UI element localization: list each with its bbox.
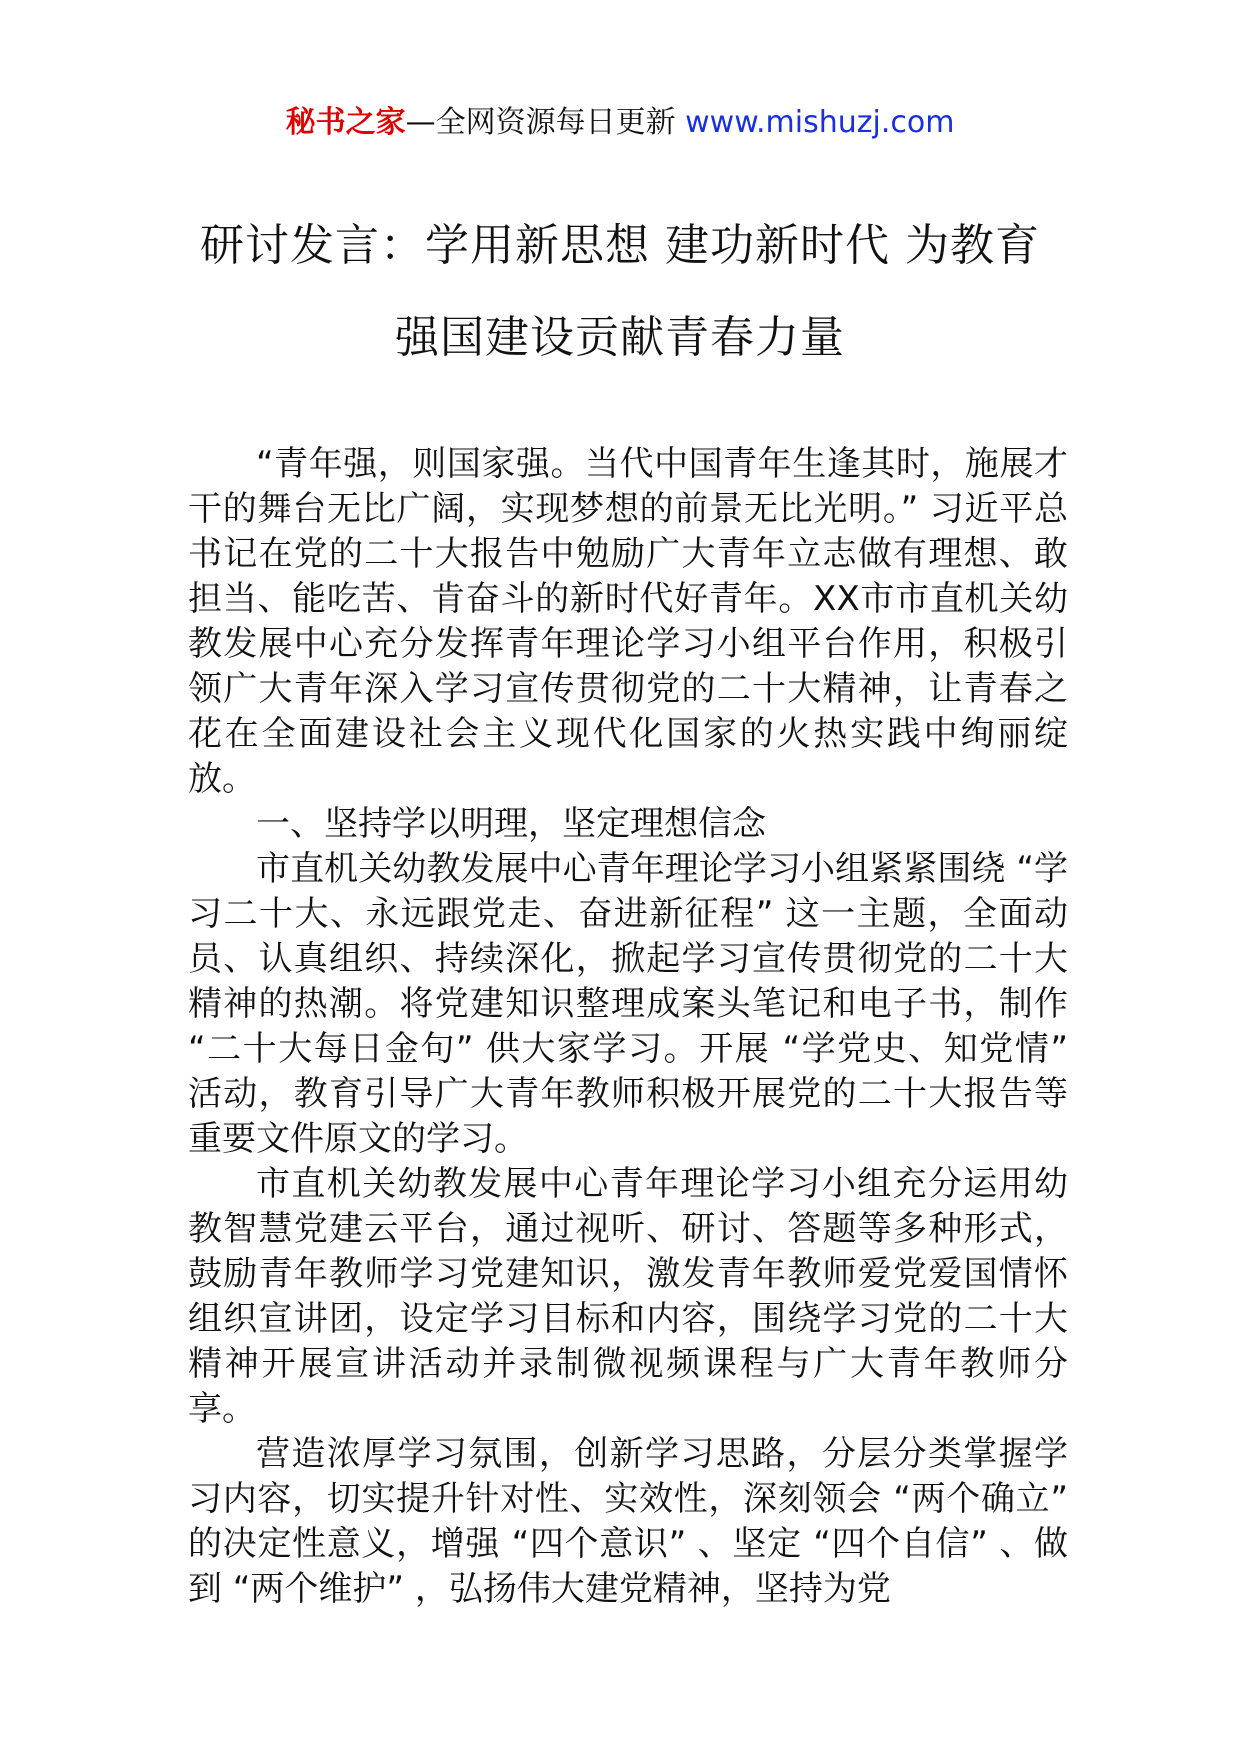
paragraph: 营造浓厚学习氛围，创新学习思路，分层分类掌握学习内容，切实提升针对性、实效性，深刻领会 “两个确立” 的决定性意义，增强 “四个意识” 、坚定 “四个自信” 、做到 “两个维护” ，弘扬伟大建党精神，坚持为党 (188, 1434, 1068, 1609)
page-header (0, 100, 1240, 146)
document-title (140, 200, 1100, 384)
header-tagline: —全网资源每日更新 (405, 105, 686, 140)
paragraph-intro: “青年强，则国家强。当代中国青年生逢其时，施展才干的舞台无比广阔，实现梦想的前景无比光明。” 习近平总书记在党的二十大报告中勉励广大青年立志做有理想、敢担当、能吃苦、肯奋斗的新时代好青年。XX市市直机关幼教发展中心充分发挥青年理论学习小组平台作用，积极引领广大青年深入学习宣传贯彻党的二十大精神，让青春之花在全面建设社会主义现代化国家的火热实践中绚丽绽放。 (188, 444, 1068, 799)
title-line-1: 研讨发言：学用新思想 建功新时代 为教育 (200, 220, 1040, 271)
website-link[interactable]: www.mishuzj.com (685, 105, 955, 140)
brand-name: 秘书之家 (285, 105, 406, 140)
title-line-2: 强国建设贡献青春力量 (395, 312, 845, 363)
paragraph: 市直机关幼教发展中心青年理论学习小组紧紧围绕 “学习二十大、永远跟党走、奋进新征程” 这一主题，全面动员、认真组织、持续深化，掀起学习宣传贯彻党的二十大精神的热潮。将党建知识整理成案头笔记和电子书，制作 “二十大每日金句” 供大家学习。开展 “学党史、知党情” 活动，教育引导广大青年教师积极开展党的二十大报告等重要文件原文的学习。 (188, 849, 1068, 1159)
document-body (188, 442, 1068, 1612)
section-heading-1: 一、坚持学以明理，坚定理想信念 (256, 804, 766, 844)
paragraph: 市直机关幼教发展中心青年理论学习小组充分运用幼教智慧党建云平台，通过视听、研讨、答题等多种形式，鼓励青年教师学习党建知识，激发青年教师爱党爱国情怀组织宣讲团，设定学习目标和内容，围绕学习党的二十大精神开展宣讲活动并录制微视频课程与广大青年教师分享。 (188, 1164, 1068, 1429)
